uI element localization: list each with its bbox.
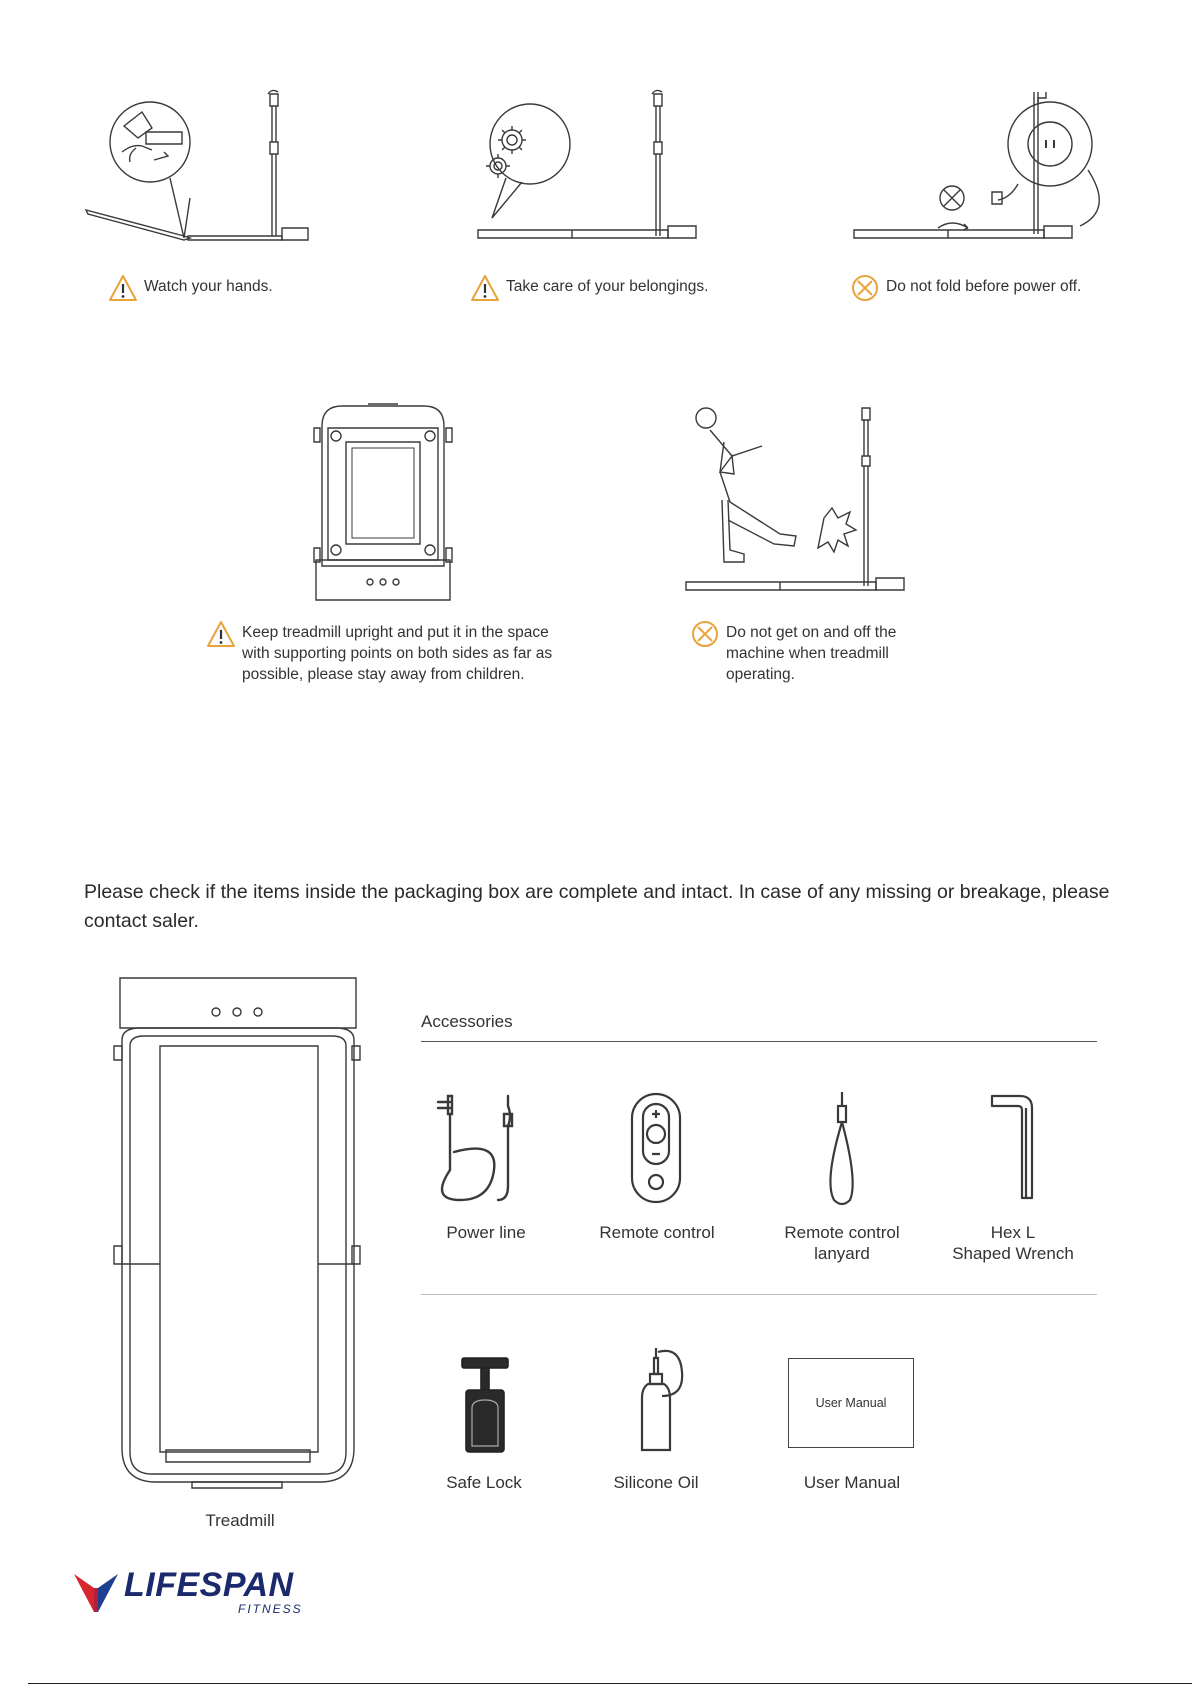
brand-sub: FITNESS: [238, 1602, 303, 1616]
treadmill-top-view-illustration: [112, 974, 362, 1498]
treadmill-label: Treadmill: [205, 1511, 275, 1530]
silicone-oil-icon: [638, 1346, 698, 1456]
prohibited-circle-icon: [690, 620, 720, 648]
caution-triangle-icon: [108, 274, 138, 302]
warning-power-off: Do not fold before power off.: [850, 276, 1081, 302]
brand-name: LIFESPAN: [124, 1566, 294, 1604]
accessory-label-power-line: Power line: [446, 1223, 526, 1242]
accessories-row-divider: [421, 1294, 1097, 1295]
accessory-label-silicone-oil: Silicone Oil: [613, 1473, 699, 1492]
hex-wrench-icon: [988, 1092, 1038, 1202]
power-line-icon: [434, 1090, 530, 1204]
lifespan-mark-icon: [72, 1570, 120, 1616]
warning-belongings: Take care of your belongings.: [470, 276, 708, 302]
accessory-label-lanyard: Remote control lanyard: [784, 1223, 900, 1263]
caution-triangle-icon: [470, 274, 500, 302]
user-manual-cover-text: User Manual: [815, 1396, 887, 1410]
accessories-divider: [421, 1041, 1097, 1042]
user-manual-icon: [788, 1358, 914, 1448]
warning-no-stepping: Do not get on and off the machine when treadmill operating.: [690, 622, 896, 685]
footer-rule: [28, 1683, 1192, 1684]
upright-treadmill-illustration: [308, 402, 458, 606]
accessory-label-user-manual: User Manual: [803, 1473, 901, 1492]
caution-triangle-icon: [206, 620, 236, 648]
no-stepping-illustration: [684, 402, 924, 598]
lanyard-icon: [822, 1090, 862, 1206]
packaging-check-text: Please check if the items inside the packaging box are complete and intact. In case of any missing or breakage, please contact saler.: [84, 881, 1110, 932]
safe-lock-icon: [460, 1356, 510, 1454]
accessories-heading: Accessories: [421, 1012, 513, 1031]
accessory-label-safe-lock: Safe Lock: [446, 1473, 522, 1492]
remote-control-icon: [628, 1090, 684, 1206]
warning-watch-hands: Watch your hands.: [108, 276, 273, 302]
prohibited-circle-icon: [850, 274, 880, 302]
belongings-illustration: [472, 88, 712, 250]
warning-upright: Keep treadmill upright and put it in the space with supporting points on both sides as far as possible, please stay away from children.: [206, 622, 552, 685]
accessory-label-hex-wrench: Hex L Shaped Wrench: [952, 1223, 1074, 1263]
power-off-illustration: [852, 86, 1112, 250]
accessory-label-remote-control: Remote control: [599, 1223, 715, 1242]
fold-hands-illustration: [84, 88, 324, 250]
